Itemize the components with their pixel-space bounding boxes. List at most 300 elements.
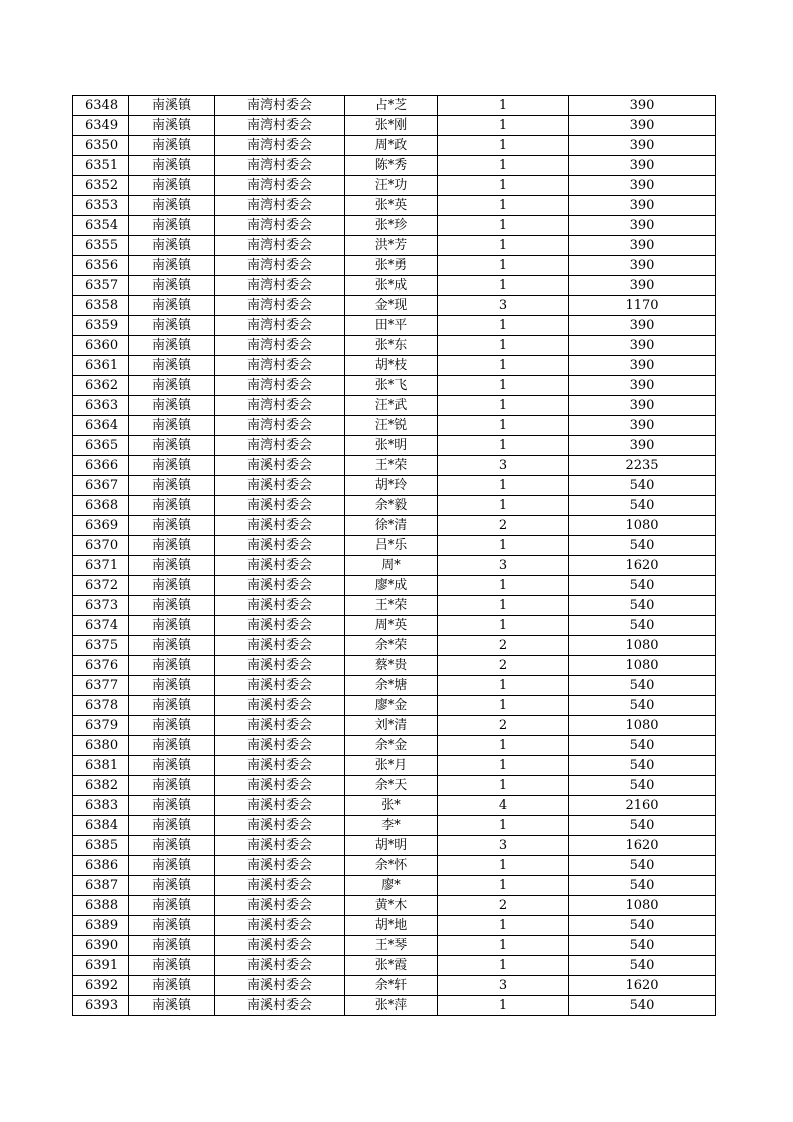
table-row [73,576,716,596]
row-number: 6376 [73,656,129,676]
village-cell: 南溪村委会 [215,656,345,676]
town-cell: 南溪镇 [129,856,215,876]
table-row [73,436,716,456]
row-number: 6353 [73,196,129,216]
amount-cell: 1080 [569,716,716,736]
table-row [73,736,716,756]
row-number: 6374 [73,616,129,636]
town-cell: 南溪镇 [129,796,215,816]
village-cell: 南湾村委会 [215,376,345,396]
village-cell: 南溪村委会 [215,916,345,936]
village-cell: 南溪村委会 [215,516,345,536]
row-number: 6392 [73,976,129,996]
table-body [73,96,716,1016]
row-number: 6372 [73,576,129,596]
village-cell: 南溪村委会 [215,816,345,836]
amount-cell: 540 [569,696,716,716]
row-number: 6352 [73,176,129,196]
name-cell: 余*轩 [345,976,438,996]
row-number: 6373 [73,596,129,616]
amount-cell: 390 [569,156,716,176]
row-number: 6368 [73,496,129,516]
town-cell: 南溪镇 [129,476,215,496]
row-number: 6369 [73,516,129,536]
count-cell: 1 [438,316,569,336]
table-row [73,676,716,696]
count-cell: 3 [438,836,569,856]
town-cell: 南溪镇 [129,976,215,996]
count-cell: 1 [438,696,569,716]
name-cell: 胡*地 [345,916,438,936]
village-cell: 南溪村委会 [215,476,345,496]
count-cell: 1 [438,916,569,936]
amount-cell: 390 [569,376,716,396]
count-cell: 1 [438,396,569,416]
table-row [73,136,716,156]
row-number: 6382 [73,776,129,796]
amount-cell: 390 [569,356,716,376]
town-cell: 南溪镇 [129,556,215,576]
name-cell: 金*现 [345,296,438,316]
name-cell: 周*政 [345,136,438,156]
name-cell: 蔡*贵 [345,656,438,676]
amount-cell: 390 [569,316,716,336]
table-row [73,156,716,176]
row-number: 6359 [73,316,129,336]
name-cell: 胡*明 [345,836,438,856]
amount-cell: 540 [569,536,716,556]
table-row [73,396,716,416]
name-cell: 刘*清 [345,716,438,736]
row-number: 6355 [73,236,129,256]
amount-cell: 1080 [569,656,716,676]
count-cell: 1 [438,856,569,876]
name-cell: 余*荣 [345,636,438,656]
table-row [73,496,716,516]
name-cell: 廖* [345,876,438,896]
row-number: 6370 [73,536,129,556]
amount-cell: 390 [569,96,716,116]
count-cell: 1 [438,936,569,956]
count-cell: 1 [438,256,569,276]
amount-cell: 2235 [569,456,716,476]
town-cell: 南溪镇 [129,156,215,176]
town-cell: 南溪镇 [129,696,215,716]
name-cell: 汪*锐 [345,416,438,436]
town-cell: 南溪镇 [129,516,215,536]
row-number: 6384 [73,816,129,836]
village-cell: 南溪村委会 [215,596,345,616]
amount-cell: 1080 [569,636,716,656]
village-cell: 南湾村委会 [215,356,345,376]
row-number: 6378 [73,696,129,716]
count-cell: 1 [438,96,569,116]
name-cell: 王*荣 [345,456,438,476]
village-cell: 南溪村委会 [215,676,345,696]
village-cell: 南溪村委会 [215,976,345,996]
town-cell: 南溪镇 [129,136,215,156]
name-cell: 汪*武 [345,396,438,416]
name-cell: 田*平 [345,316,438,336]
amount-cell: 390 [569,196,716,216]
count-cell: 1 [438,536,569,556]
town-cell: 南溪镇 [129,896,215,916]
village-cell: 南溪村委会 [215,796,345,816]
document-page [72,95,715,1016]
town-cell: 南溪镇 [129,736,215,756]
name-cell: 周*英 [345,616,438,636]
count-cell: 1 [438,416,569,436]
count-cell: 1 [438,156,569,176]
table-row [73,756,716,776]
count-cell: 1 [438,676,569,696]
village-cell: 南湾村委会 [215,416,345,436]
count-cell: 3 [438,456,569,476]
name-cell: 余*天 [345,776,438,796]
village-cell: 南溪村委会 [215,756,345,776]
town-cell: 南溪镇 [129,436,215,456]
count-cell: 1 [438,736,569,756]
table-row [73,336,716,356]
table-row [73,516,716,536]
village-cell: 南溪村委会 [215,936,345,956]
count-cell: 1 [438,876,569,896]
row-number: 6354 [73,216,129,236]
table-row [73,776,716,796]
town-cell: 南溪镇 [129,656,215,676]
table-row [73,976,716,996]
count-cell: 1 [438,436,569,456]
village-cell: 南溪村委会 [215,836,345,856]
table-row [73,636,716,656]
name-cell: 余*金 [345,736,438,756]
table-row [73,856,716,876]
town-cell: 南溪镇 [129,296,215,316]
name-cell: 王*荣 [345,596,438,616]
amount-cell: 540 [569,476,716,496]
village-cell: 南溪村委会 [215,876,345,896]
town-cell: 南溪镇 [129,236,215,256]
amount-cell: 390 [569,276,716,296]
village-cell: 南湾村委会 [215,196,345,216]
count-cell: 1 [438,476,569,496]
amount-cell: 540 [569,576,716,596]
town-cell: 南溪镇 [129,376,215,396]
village-cell: 南溪村委会 [215,776,345,796]
town-cell: 南溪镇 [129,816,215,836]
row-number: 6363 [73,396,129,416]
row-number: 6390 [73,936,129,956]
row-number: 6350 [73,136,129,156]
count-cell: 3 [438,556,569,576]
amount-cell: 540 [569,776,716,796]
count-cell: 2 [438,716,569,736]
row-number: 6375 [73,636,129,656]
name-cell: 胡*玲 [345,476,438,496]
table-row [73,116,716,136]
amount-cell: 2160 [569,796,716,816]
name-cell: 徐*清 [345,516,438,536]
name-cell: 张*月 [345,756,438,776]
count-cell: 3 [438,976,569,996]
table-row [73,196,716,216]
row-number: 6358 [73,296,129,316]
name-cell: 张*勇 [345,256,438,276]
village-cell: 南湾村委会 [215,136,345,156]
amount-cell: 390 [569,236,716,256]
count-cell: 2 [438,636,569,656]
row-number: 6387 [73,876,129,896]
name-cell: 汪*功 [345,176,438,196]
village-cell: 南溪村委会 [215,496,345,516]
village-cell: 南溪村委会 [215,956,345,976]
name-cell: 陈*秀 [345,156,438,176]
village-cell: 南溪村委会 [215,616,345,636]
row-number: 6393 [73,996,129,1016]
count-cell: 1 [438,776,569,796]
town-cell: 南溪镇 [129,836,215,856]
table-row [73,176,716,196]
amount-cell: 390 [569,116,716,136]
count-cell: 1 [438,956,569,976]
town-cell: 南溪镇 [129,616,215,636]
amount-cell: 390 [569,336,716,356]
name-cell: 廖*金 [345,696,438,716]
table-row [73,476,716,496]
name-cell: 周* [345,556,438,576]
name-cell: 张*成 [345,276,438,296]
data-table [72,95,716,1016]
name-cell: 李* [345,816,438,836]
count-cell: 1 [438,376,569,396]
amount-cell: 540 [569,816,716,836]
village-cell: 南湾村委会 [215,156,345,176]
row-number: 6367 [73,476,129,496]
village-cell: 南湾村委会 [215,216,345,236]
count-cell: 1 [438,576,569,596]
town-cell: 南溪镇 [129,776,215,796]
amount-cell: 1620 [569,976,716,996]
row-number: 6389 [73,916,129,936]
count-cell: 1 [438,176,569,196]
amount-cell: 540 [569,596,716,616]
name-cell: 黄*木 [345,896,438,916]
village-cell: 南湾村委会 [215,236,345,256]
row-number: 6366 [73,456,129,476]
town-cell: 南溪镇 [129,276,215,296]
amount-cell: 390 [569,176,716,196]
row-number: 6357 [73,276,129,296]
name-cell: 张*明 [345,436,438,456]
row-number: 6365 [73,436,129,456]
town-cell: 南溪镇 [129,316,215,336]
village-cell: 南溪村委会 [215,456,345,476]
name-cell: 王*琴 [345,936,438,956]
count-cell: 2 [438,896,569,916]
row-number: 6362 [73,376,129,396]
row-number: 6381 [73,756,129,776]
table-row [73,296,716,316]
town-cell: 南溪镇 [129,116,215,136]
amount-cell: 540 [569,496,716,516]
table-row [73,716,716,736]
village-cell: 南溪村委会 [215,636,345,656]
village-cell: 南湾村委会 [215,396,345,416]
amount-cell: 390 [569,396,716,416]
table-row [73,416,716,436]
count-cell: 1 [438,276,569,296]
village-cell: 南湾村委会 [215,316,345,336]
row-number: 6356 [73,256,129,276]
count-cell: 1 [438,996,569,1016]
village-cell: 南溪村委会 [215,736,345,756]
town-cell: 南溪镇 [129,596,215,616]
row-number: 6391 [73,956,129,976]
table-row [73,656,716,676]
name-cell: 张*刚 [345,116,438,136]
table-row [73,456,716,476]
town-cell: 南溪镇 [129,256,215,276]
village-cell: 南溪村委会 [215,716,345,736]
amount-cell: 1080 [569,516,716,536]
table-row [73,696,716,716]
count-cell: 1 [438,136,569,156]
table-row [73,796,716,816]
amount-cell: 540 [569,936,716,956]
amount-cell: 540 [569,956,716,976]
row-number: 6371 [73,556,129,576]
table-row [73,816,716,836]
count-cell: 1 [438,756,569,776]
town-cell: 南溪镇 [129,536,215,556]
row-number: 6379 [73,716,129,736]
table-row [73,276,716,296]
row-number: 6360 [73,336,129,356]
town-cell: 南溪镇 [129,676,215,696]
amount-cell: 540 [569,756,716,776]
amount-cell: 540 [569,916,716,936]
count-cell: 2 [438,656,569,676]
table-row [73,596,716,616]
count-cell: 1 [438,116,569,136]
town-cell: 南溪镇 [129,416,215,436]
amount-cell: 390 [569,256,716,276]
town-cell: 南溪镇 [129,576,215,596]
village-cell: 南湾村委会 [215,116,345,136]
town-cell: 南溪镇 [129,396,215,416]
village-cell: 南湾村委会 [215,336,345,356]
row-number: 6385 [73,836,129,856]
town-cell: 南溪镇 [129,216,215,236]
amount-cell: 390 [569,416,716,436]
village-cell: 南湾村委会 [215,276,345,296]
row-number: 6377 [73,676,129,696]
table-row [73,356,716,376]
table-row [73,956,716,976]
count-cell: 3 [438,296,569,316]
village-cell: 南溪村委会 [215,996,345,1016]
town-cell: 南溪镇 [129,936,215,956]
amount-cell: 540 [569,736,716,756]
town-cell: 南溪镇 [129,336,215,356]
table-row [73,96,716,116]
name-cell: 胡*枝 [345,356,438,376]
town-cell: 南溪镇 [129,636,215,656]
table-row [73,936,716,956]
town-cell: 南溪镇 [129,196,215,216]
table-row [73,316,716,336]
count-cell: 2 [438,516,569,536]
row-number: 6349 [73,116,129,136]
table-row [73,376,716,396]
row-number: 6348 [73,96,129,116]
amount-cell: 1620 [569,556,716,576]
count-cell: 1 [438,236,569,256]
town-cell: 南溪镇 [129,496,215,516]
table-row [73,876,716,896]
table-row [73,536,716,556]
name-cell: 吕*乐 [345,536,438,556]
village-cell: 南湾村委会 [215,436,345,456]
name-cell: 张*萍 [345,996,438,1016]
town-cell: 南溪镇 [129,916,215,936]
name-cell: 张* [345,796,438,816]
town-cell: 南溪镇 [129,876,215,896]
name-cell: 占*芝 [345,96,438,116]
village-cell: 南湾村委会 [215,296,345,316]
name-cell: 廖*成 [345,576,438,596]
town-cell: 南溪镇 [129,176,215,196]
amount-cell: 540 [569,616,716,636]
name-cell: 洪*芳 [345,236,438,256]
count-cell: 1 [438,616,569,636]
count-cell: 1 [438,356,569,376]
count-cell: 1 [438,816,569,836]
table-row [73,216,716,236]
name-cell: 余*毅 [345,496,438,516]
village-cell: 南溪村委会 [215,896,345,916]
amount-cell: 1170 [569,296,716,316]
row-number: 6361 [73,356,129,376]
table-row [73,236,716,256]
village-cell: 南溪村委会 [215,696,345,716]
count-cell: 1 [438,336,569,356]
name-cell: 余*塘 [345,676,438,696]
row-number: 6351 [73,156,129,176]
village-cell: 南溪村委会 [215,576,345,596]
row-number: 6380 [73,736,129,756]
village-cell: 南湾村委会 [215,256,345,276]
village-cell: 南溪村委会 [215,556,345,576]
table-row [73,896,716,916]
name-cell: 余*怀 [345,856,438,876]
row-number: 6383 [73,796,129,816]
name-cell: 张*霞 [345,956,438,976]
amount-cell: 540 [569,676,716,696]
town-cell: 南溪镇 [129,456,215,476]
amount-cell: 540 [569,996,716,1016]
town-cell: 南溪镇 [129,716,215,736]
count-cell: 1 [438,596,569,616]
amount-cell: 1080 [569,896,716,916]
amount-cell: 540 [569,856,716,876]
row-number: 6364 [73,416,129,436]
table-row [73,996,716,1016]
count-cell: 1 [438,196,569,216]
amount-cell: 390 [569,136,716,156]
town-cell: 南溪镇 [129,956,215,976]
town-cell: 南溪镇 [129,356,215,376]
